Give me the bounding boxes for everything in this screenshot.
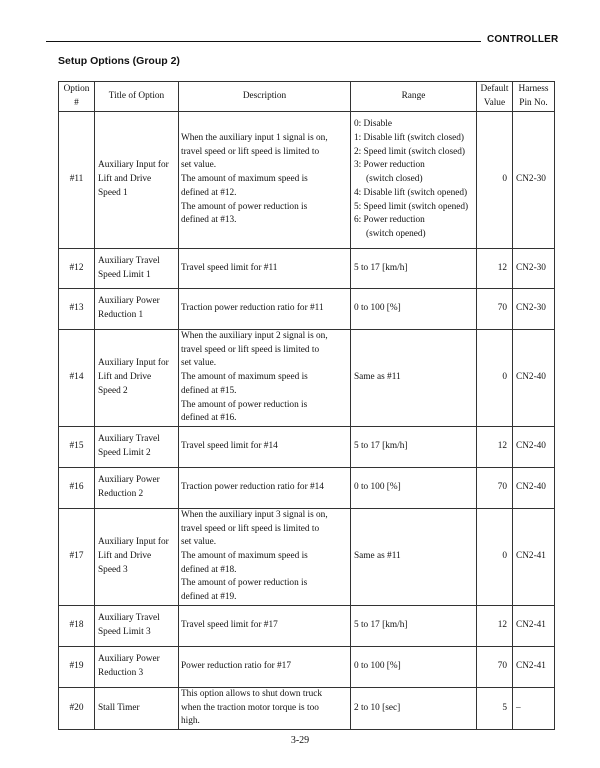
page-number: 3-29 bbox=[290, 735, 310, 746]
option-title: Auxiliary Input for Lift and Drive Speed 3 bbox=[95, 508, 179, 605]
option-title: Auxiliary Power Reduction 3 bbox=[95, 646, 179, 687]
option-title: Auxiliary Power Reduction 2 bbox=[95, 467, 179, 508]
table-row bbox=[59, 426, 555, 467]
table-row bbox=[59, 646, 555, 687]
option-description: Travel speed limit for #11 bbox=[179, 249, 351, 289]
option-description: Travel speed limit for #17 bbox=[179, 605, 351, 646]
option-range: 5 to 17 [km/h] bbox=[351, 426, 477, 467]
default-value: 0 bbox=[477, 508, 513, 605]
option-number: #11 bbox=[59, 112, 95, 249]
col-header-title: Title of Option bbox=[95, 82, 179, 112]
harness-pin: CN2-40 bbox=[513, 426, 555, 467]
option-description: This option allows to shut down truck when the traction motor torque is too high. bbox=[179, 687, 351, 729]
default-value: 12 bbox=[477, 426, 513, 467]
harness-pin: CN2-40 bbox=[513, 467, 555, 508]
col-header-pin: Harness Pin No. bbox=[513, 82, 555, 112]
option-range: 0 to 100 [%] bbox=[351, 646, 477, 687]
option-number: #18 bbox=[59, 605, 95, 646]
default-value: 12 bbox=[477, 605, 513, 646]
default-value: 70 bbox=[477, 646, 513, 687]
option-title: Auxiliary Input for Lift and Drive Speed 1 bbox=[95, 112, 179, 249]
default-value: 70 bbox=[477, 467, 513, 508]
option-description: When the auxiliary input 2 signal is on, travel speed or lift speed is limited to set value. The amount of maximum speed is defined at #15. The amount of power reduction is defined at #16. bbox=[179, 330, 351, 427]
default-value: 12 bbox=[477, 249, 513, 289]
option-title: Auxiliary Travel Speed Limit 1 bbox=[95, 249, 179, 289]
default-value: 5 bbox=[477, 687, 513, 729]
option-number: #12 bbox=[59, 249, 95, 289]
option-number: #15 bbox=[59, 426, 95, 467]
table-row bbox=[59, 508, 555, 605]
option-title: Auxiliary Input for Lift and Drive Speed 2 bbox=[95, 330, 179, 427]
option-description: Traction power reduction ratio for #11 bbox=[179, 289, 351, 330]
col-header-option: Option # bbox=[59, 82, 95, 112]
option-description: When the auxiliary input 3 signal is on, travel speed or lift speed is limited to set value. The amount of maximum speed is defined at #18. The amount of power reduction is defined at #19. bbox=[179, 508, 351, 605]
option-range: 0 to 100 [%] bbox=[351, 289, 477, 330]
default-value: 0 bbox=[477, 112, 513, 249]
harness-pin: CN2-30 bbox=[513, 289, 555, 330]
col-header-description: Description bbox=[179, 82, 351, 112]
option-description: When the auxiliary input 1 signal is on, travel speed or lift speed is limited to set value. The amount of maximum speed is defined at #12. The amount of power reduction is defined at #13. bbox=[179, 112, 351, 249]
section-title: Setup Options (Group 2) bbox=[58, 55, 180, 67]
option-number: #19 bbox=[59, 646, 95, 687]
harness-pin: CN2-41 bbox=[513, 605, 555, 646]
harness-pin: CN2-40 bbox=[513, 330, 555, 427]
harness-pin: CN2-41 bbox=[513, 646, 555, 687]
table-row bbox=[59, 687, 555, 729]
table-row bbox=[59, 112, 555, 249]
col-header-range: Range bbox=[351, 82, 477, 112]
harness-pin: – bbox=[513, 687, 555, 729]
option-range: Same as #11 bbox=[351, 508, 477, 605]
option-range: 5 to 17 [km/h] bbox=[351, 605, 477, 646]
option-number: #14 bbox=[59, 330, 95, 427]
table-header-row bbox=[59, 82, 555, 112]
option-description: Travel speed limit for #14 bbox=[179, 426, 351, 467]
option-title: Auxiliary Travel Speed Limit 3 bbox=[95, 605, 179, 646]
option-description: Traction power reduction ratio for #14 bbox=[179, 467, 351, 508]
option-number: #20 bbox=[59, 687, 95, 729]
table-row bbox=[59, 605, 555, 646]
option-range: 2 to 10 [sec] bbox=[351, 687, 477, 729]
option-range: 0: Disable 1: Disable lift (switch closed) 2: Speed limit (switch closed) 3: Power reduction (switch closed) 4: Disable lift (switch opened) 5: Speed limit (switch opened) 6: Power reduction (switch opened) bbox=[351, 112, 477, 249]
option-title: Auxiliary Power Reduction 1 bbox=[95, 289, 179, 330]
option-range: 5 to 17 [km/h] bbox=[351, 249, 477, 289]
col-header-default: Default Value bbox=[477, 82, 513, 112]
default-value: 70 bbox=[477, 289, 513, 330]
table-row bbox=[59, 289, 555, 330]
harness-pin: CN2-41 bbox=[513, 508, 555, 605]
option-number: #17 bbox=[59, 508, 95, 605]
table-row bbox=[59, 467, 555, 508]
option-range: 0 to 100 [%] bbox=[351, 467, 477, 508]
option-title: Auxiliary Travel Speed Limit 2 bbox=[95, 426, 179, 467]
harness-pin: CN2-30 bbox=[513, 112, 555, 249]
default-value: 0 bbox=[477, 330, 513, 427]
option-number: #13 bbox=[59, 289, 95, 330]
section-header-label: CONTROLLER bbox=[487, 34, 559, 45]
table-row bbox=[59, 249, 555, 289]
table-row bbox=[59, 330, 555, 427]
header-rule bbox=[46, 41, 481, 42]
option-number: #16 bbox=[59, 467, 95, 508]
setup-options-table bbox=[58, 81, 555, 730]
option-range: Same as #11 bbox=[351, 330, 477, 427]
option-description: Power reduction ratio for #17 bbox=[179, 646, 351, 687]
harness-pin: CN2-30 bbox=[513, 249, 555, 289]
option-title: Stall Timer bbox=[95, 687, 179, 729]
